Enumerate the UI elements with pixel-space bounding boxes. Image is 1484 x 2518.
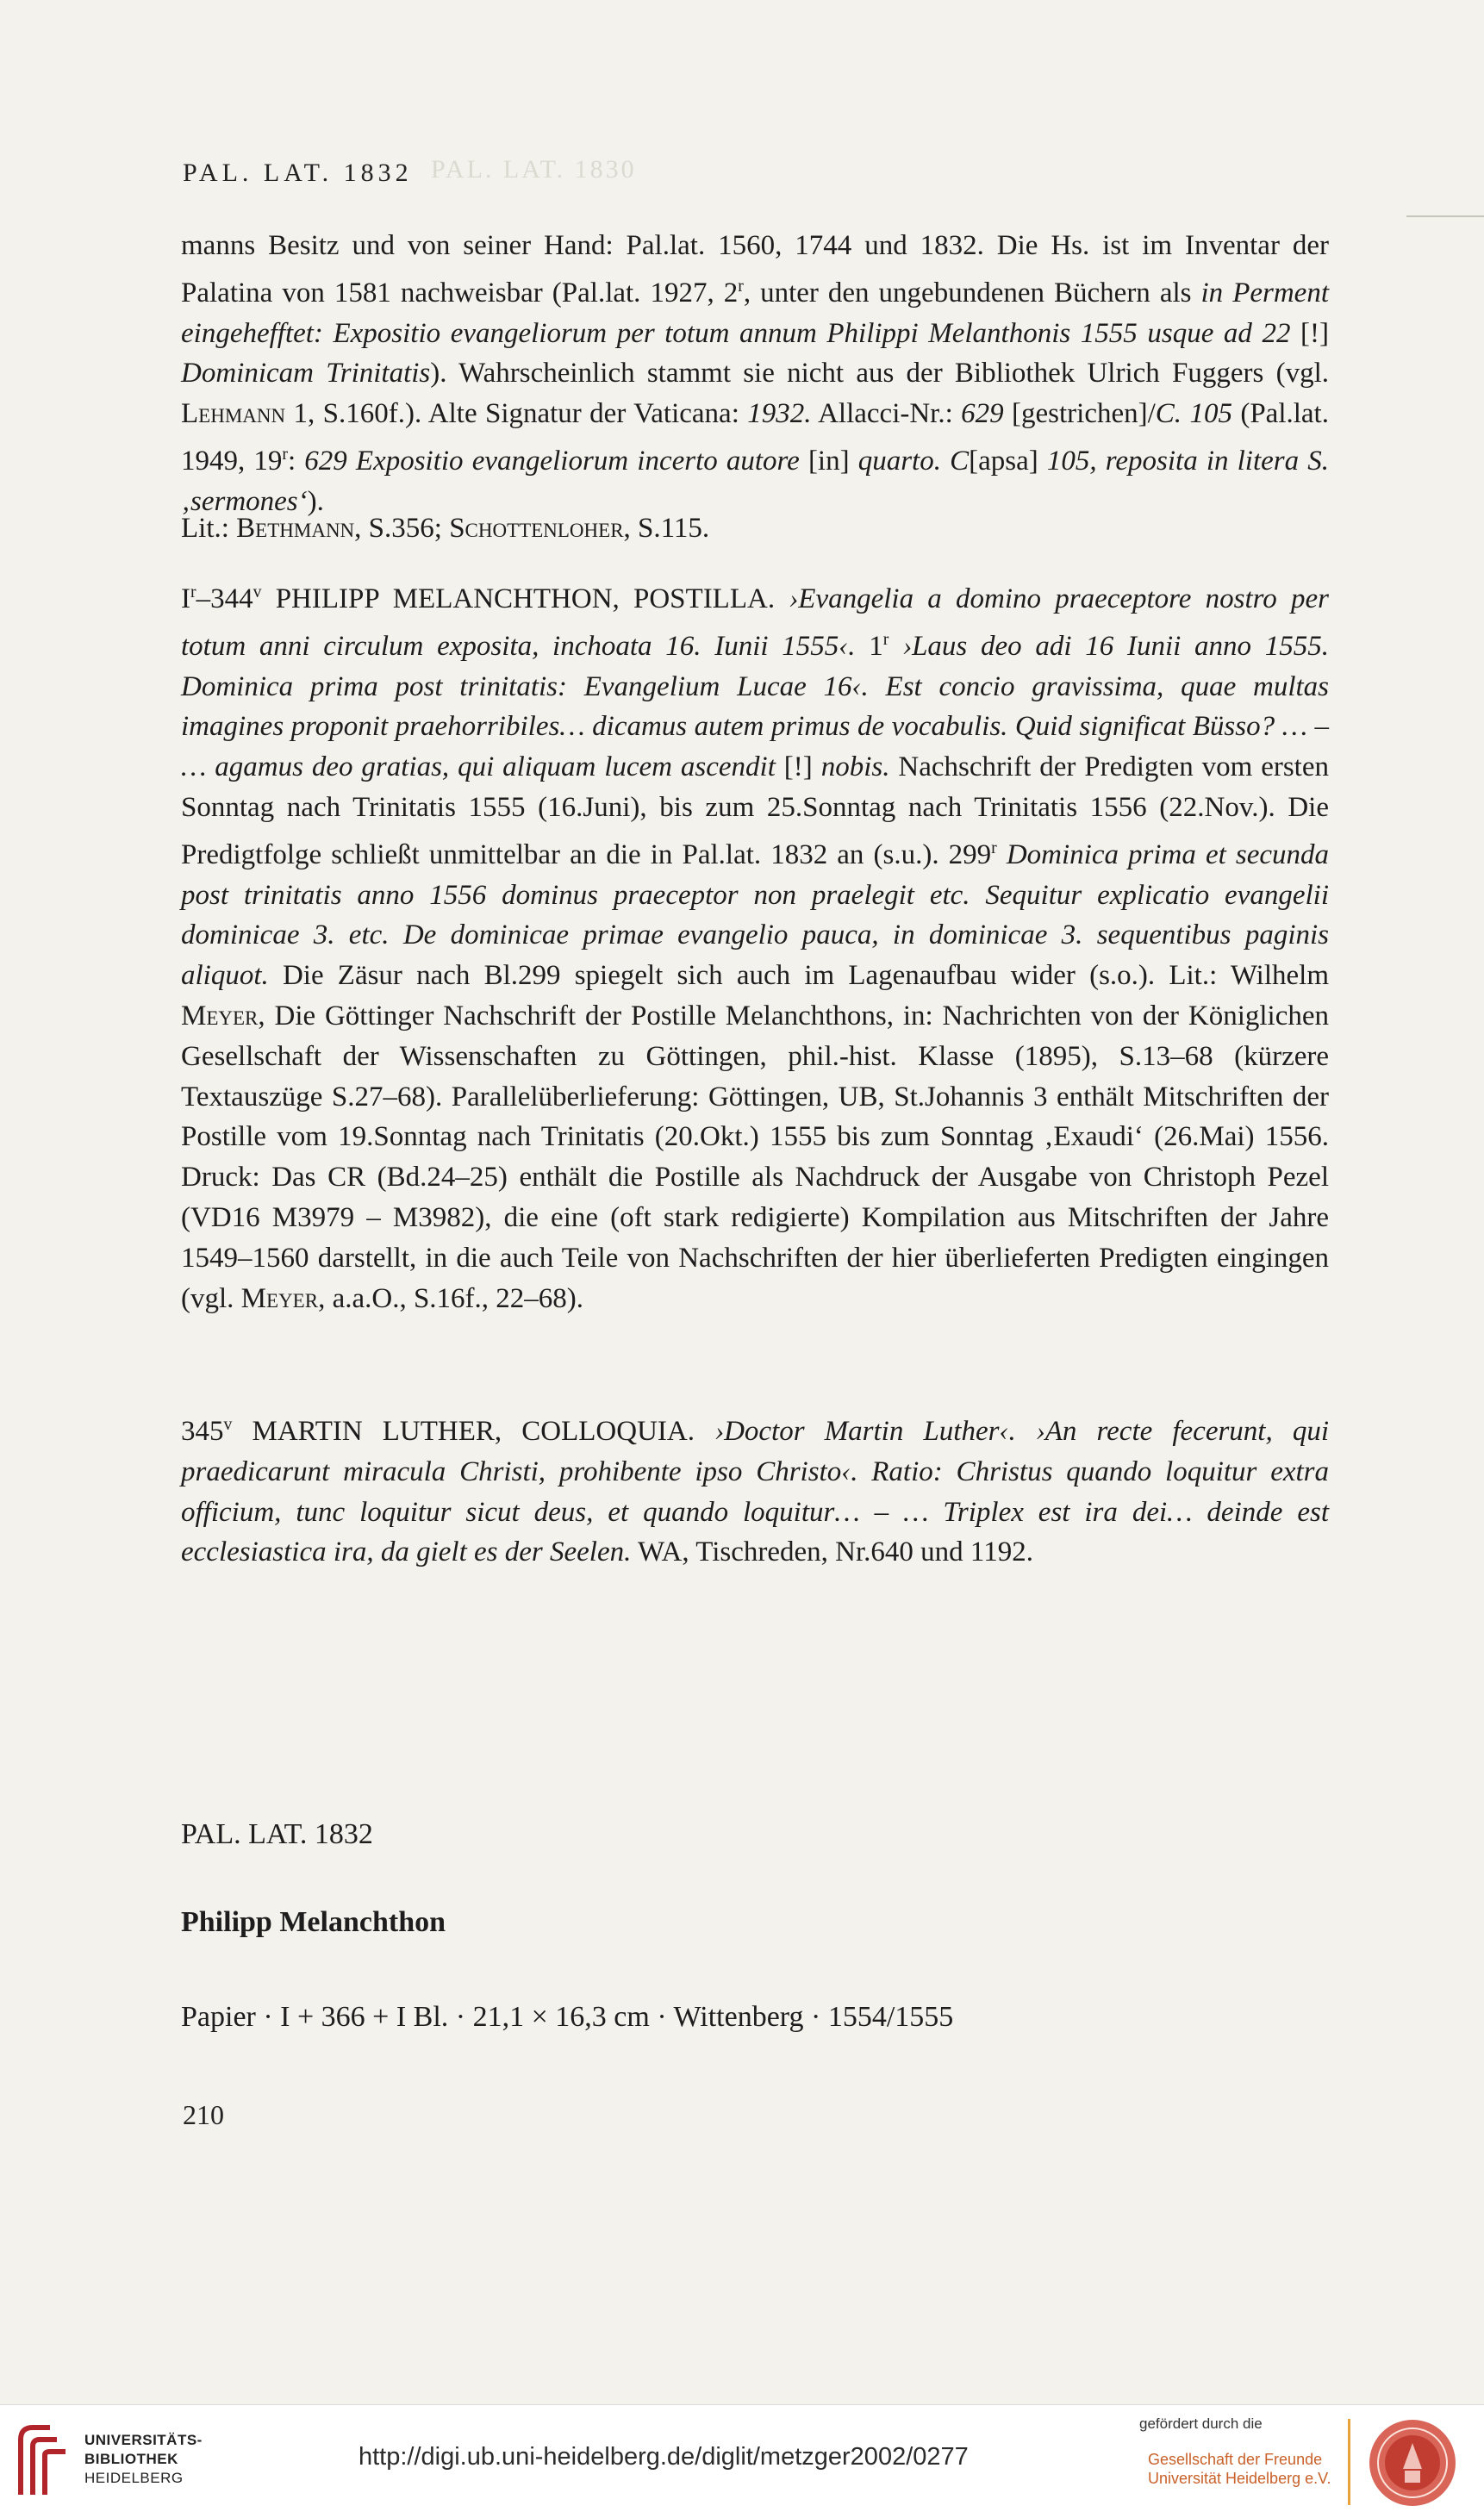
library-logo-text: [84, 2431, 203, 2488]
small-caps-name: Meyer: [181, 1000, 259, 1032]
italic-run: C. 105: [1155, 398, 1232, 430]
text-run: [gestrichen]/: [1003, 398, 1156, 430]
author-heading: Philipp Melanchthon: [181, 1906, 446, 1938]
footer-banner: [0, 2404, 1484, 2518]
italic-run: 105, reposita in litera S. ‚sermones‘: [181, 445, 1329, 517]
text-run: MARTIN LUTHER, COLLOQUIA.: [232, 1416, 715, 1447]
italic-run: 1932.: [747, 398, 812, 430]
italic-run: 629: [961, 398, 1004, 430]
text-run: Lit.:: [181, 513, 237, 544]
permalink-url[interactable]: http://digi.ub.uni-heidelberg.de/diglit/metzger2002/0277: [359, 2443, 969, 2471]
paragraph-literature: [181, 508, 1329, 549]
text-run: , Die Göttinger Nachschrift der Postille Melanchthons, in: Nachrichten von der Königlichen Gesellschaft der Wissenschaften zu Göttingen, phil.-hist. Klasse (1895), S.13–68 (kürzere Textauszüge S.27–68). Parallelüberlieferung: Göttingen, UB, St.Johannis 3 enthält Mitschriften der Postille vom 19.Sonntag nach Trinitatis (20.Okt.) 1555 bis zum Sonntag ‚Exaudi‘ (26.Mai) 1556. Druck: Das CR (Bd.24–25) enthält die Postille als Nachdruck der Ausgabe von Christoph Pezel (VD16 M3979 – M3982), die eine (oft stark redigierte) Kompilation aus Mitschriften der Jahre 1549–1560 darstellt, in die auch Teile von Nachschriften der hier überlieferten Predigten eingingen (vgl.: [181, 1000, 1329, 1314]
italic-run: nobis.: [820, 751, 890, 783]
italic-run: ›Laus deo adi 16 Iunii anno 1555. Dominica prima post trinitatis: Evangelium Lucae 16‹. Est concio gravissima, quae multas imagines proponit praehorribiles… dicamus autem primus de vocabulis. Quid significat Büsso? … – … agamus deo gratias, qui aliquam lucem ascendit: [181, 630, 1330, 783]
text-run: 345: [181, 1416, 224, 1447]
text-run: (Pal.lat. 1949, 19: [181, 398, 1329, 477]
text-run: , a.a.O., S.16f., 22–68).: [318, 1282, 584, 1314]
page-edge-line: [1406, 215, 1484, 217]
text-run: , unter den ungebundenen Büchern als: [743, 277, 1201, 309]
italic-run: Dominicam Trinitatis: [181, 358, 431, 390]
paragraph-luther-colloquia: [181, 1405, 1329, 1573]
folio-superscript: r: [738, 276, 744, 296]
folio-superscript: r: [190, 583, 196, 601]
folio-superscript: r: [282, 444, 288, 464]
logo-line-2: BIBLIOTHEK: [84, 2451, 178, 2467]
small-caps-name: Bethmann: [236, 513, 355, 544]
italic-run: quarto. C: [857, 445, 970, 477]
small-caps-name: Meyer: [240, 1282, 319, 1314]
text-run: [997, 839, 1007, 870]
italic-run: ›Doctor Martin Luther‹. ›An recte fecerunt, qui praedicarunt miracula Christi, prohibente ipso Christo‹. Ratio: Christus quando loquitur extra officium, tunc loquitur sicut deus, et quando loquitur… – … Triplex est ira dei… deinde est ecclesiastica ira, da gielt es der Seelen.: [181, 1416, 1329, 1568]
italic-run: 629 Expositio evangeliorum incerto autore: [304, 445, 800, 477]
text-run: , S.356;: [354, 513, 450, 544]
folio-superscript: r: [991, 838, 997, 857]
folio-superscript: r: [882, 629, 889, 649]
text-run: [!]: [775, 751, 821, 783]
text-run: ).: [307, 485, 324, 517]
logo-line-1: UNIVERSITÄTS-: [84, 2432, 203, 2448]
sponsor-divider: [1348, 2419, 1350, 2505]
sponsor-caption: gefördert durch die: [1139, 2415, 1263, 2432]
text-run: 1, S.160f.). Alte Signatur der Vaticana:: [285, 398, 748, 430]
text-run: , S.115.: [623, 513, 710, 544]
manuscript-description: Papier · I + 366 + I Bl. · 21,1 × 16,3 cm · Wittenberg · 1554/1555: [181, 2001, 954, 2033]
text-run: ). Wahrscheinlich stammt sie nicht aus der Bibliothek Ulrich Fuggers (vgl.: [430, 358, 1329, 390]
running-head: PAL. LAT. 1832: [183, 159, 413, 187]
paragraph-provenance: [181, 226, 1329, 522]
text-run: WA, Tischreden, Nr.640 und 1192.: [631, 1536, 1033, 1568]
small-caps-name: Lehmann: [181, 398, 286, 430]
logo-line-3: HEIDELBERG: [84, 2470, 184, 2486]
university-seal-icon: [1367, 2417, 1458, 2509]
text-run: [889, 631, 902, 662]
text-run: PHILIPP MELANCHTHON, POSTILLA.: [261, 583, 789, 614]
sponsor-name: [1148, 2450, 1331, 2488]
text-run: –344: [196, 583, 253, 614]
folio-superscript: v: [253, 583, 262, 601]
sponsor-line-2: Universität Heidelberg e.V.: [1148, 2470, 1331, 2487]
text-run: [in]: [799, 445, 858, 477]
section-heading: PAL. LAT. 1832: [181, 1818, 373, 1850]
text-run: Nachschrift der Predigten vom ersten Sonntag nach Trinitatis 1555 (16.Juni), bis zum 25.Sonntag nach Trinitatis 1556 (22.Nov.). Die Predigtfolge schließt unmittelbar an die in Pal.lat. 1832 an (s.u.). 299: [181, 751, 1329, 870]
text-run: [apsa]: [969, 445, 1047, 477]
italic-run: in Perment eingehefftet: Expositio evangeliorum per totum annum Philippi Melanthonis 1555 usque ad 22: [181, 277, 1329, 349]
text-run: 1: [855, 630, 883, 662]
text-run: I: [181, 583, 190, 614]
paragraph-melanchthon-postilla: [181, 572, 1329, 1318]
sponsor-line-1: Gesellschaft der Freunde: [1148, 2451, 1323, 2468]
bleed-through-text: PAL. LAT. 1830: [431, 155, 637, 184]
text-run: :: [287, 445, 305, 477]
text-run: Die Zäsur nach Bl.299 spiegelt sich auch im Lagenaufbau wider (s.o.). Lit.: Wilhelm: [268, 960, 1329, 992]
folio-superscript: v: [223, 1415, 233, 1434]
text-run: manns Besitz und von seiner Hand: Pal.lat. 1560, 1744 und 1832. Die Hs. ist im Inventar der Palatina von 1581 nachweisbar (Pal.lat. 1927, 2: [181, 230, 1329, 309]
italic-run: ›Evangelia a domino praeceptore nostro per totum anni circulum exposita, inchoata 16. Iunii 1555‹.: [181, 583, 1329, 662]
italic-run: Dominica prima et secunda post trinitatis anno 1556 dominus praeceptor non praelegit etc. Sequitur explicatio evangelii dominicae 3. etc. De dominicae primae evangelio pauca, in dominicae 3. sequentibus paginis aliquot.: [181, 838, 1329, 992]
small-caps-name: Schottenloher: [449, 513, 624, 544]
page-number: 210: [183, 2099, 224, 2130]
text-run: Allacci-Nr.:: [811, 398, 962, 430]
text-run: [!]: [1290, 317, 1329, 349]
library-logo-icon: [16, 2422, 71, 2498]
